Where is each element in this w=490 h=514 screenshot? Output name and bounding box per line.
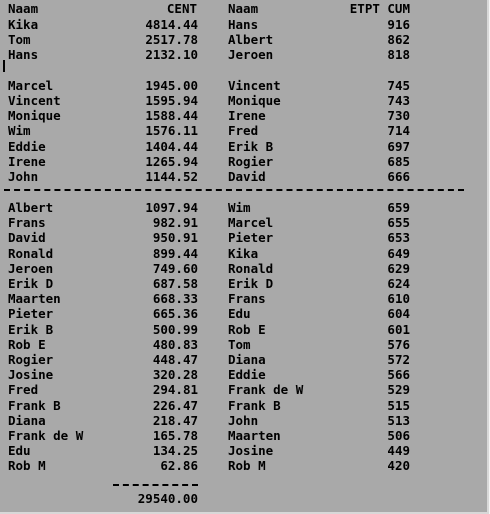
right-row-value: 515 (387, 397, 410, 413)
left-row-value (108, 63, 198, 78)
right-row-name: John (228, 412, 259, 428)
left-row-value: 500.99 (152, 321, 198, 337)
right-row-value: 655 (387, 215, 410, 231)
left-row-name: Tom (8, 32, 31, 48)
right-row-value: 659 (387, 200, 410, 215)
right-row-value: 629 (387, 260, 410, 276)
left-row-value: 687.58 (152, 276, 198, 291)
right-row-name: Edu (228, 306, 251, 322)
right-row-name: Frank B (228, 397, 281, 413)
right-row-name: David (228, 169, 266, 184)
right-row-name: Wim (228, 200, 251, 215)
right-row-value: 610 (387, 291, 410, 307)
left-row-value: 1097.94 (145, 200, 198, 215)
right-row-value: 529 (387, 382, 410, 398)
right-row-value: 697 (387, 138, 410, 154)
left-row-name: Edu (8, 443, 31, 459)
right-row-value: 818 (387, 47, 410, 63)
left-row-value: 320.28 (152, 367, 198, 383)
right-row-value: 714 (387, 123, 410, 139)
left-row-name: Hans (8, 47, 39, 63)
right-row-name: Erik D (228, 276, 274, 291)
left-row-name: Pieter (8, 306, 54, 322)
left-row-value: 2132.10 (145, 47, 198, 63)
left-row-name: Rogier (8, 352, 54, 367)
left-row-name: Vincent (8, 93, 61, 108)
left-row-value: 165.78 (152, 428, 198, 443)
right-row-value: 624 (387, 276, 410, 291)
right-row-value: 730 (387, 108, 410, 124)
right-row-value: 449 (387, 443, 410, 459)
right-value-header: ETPT CUM (349, 1, 410, 16)
right-row-value: 666 (387, 169, 410, 184)
left-row-name: Erik D (8, 276, 54, 291)
left-row-value: 294.81 (152, 382, 198, 398)
left-row-name: Wim (8, 123, 31, 139)
left-row-value: 4814.44 (145, 17, 198, 32)
left-row-value: 1588.44 (145, 108, 198, 124)
right-row-name: Maarten (228, 428, 281, 443)
right-row-name: Frans (228, 291, 266, 307)
total-value: 29540.00 (137, 491, 198, 506)
left-row-name: Frank B (8, 397, 61, 413)
right-row-name: Diana (228, 352, 266, 367)
left-row-value: 982.91 (152, 215, 198, 231)
left-row-value: 218.47 (152, 412, 198, 428)
left-row-value: 668.33 (152, 291, 198, 307)
right-row-name: Eddie (228, 367, 266, 383)
left-row-value: 899.44 (152, 245, 198, 261)
right-row-name: Tom (228, 336, 251, 352)
right-row-name: Vincent (228, 77, 281, 93)
right-row-value: 653 (387, 230, 410, 246)
left-row-value: 2517.78 (145, 32, 198, 48)
right-row-value: 566 (387, 367, 410, 383)
right-row-name: Jeroen (228, 47, 274, 63)
left-value-header: CENT (166, 1, 197, 16)
left-row-name: Erik B (8, 321, 54, 337)
left-row-value: 749.60 (152, 260, 198, 276)
cursor-marker (3, 60, 5, 72)
right-row-value: 743 (387, 93, 410, 108)
left-row-name: Frank de W (8, 428, 84, 443)
left-row-value: 665.36 (152, 306, 198, 322)
left-row-value: 1945.00 (145, 77, 198, 93)
right-row-value: 576 (387, 336, 410, 352)
left-row-name: Jeroen (8, 260, 54, 276)
right-row-name: Albert (228, 32, 274, 48)
left-row-name: Irene (8, 153, 46, 169)
right-row-value: 513 (387, 412, 410, 428)
left-row-name: Fred (8, 382, 39, 398)
right-row-value: 649 (387, 245, 410, 261)
right-row-name: Rogier (228, 153, 274, 169)
total-separator (113, 484, 198, 486)
right-row-value (330, 63, 410, 78)
left-row-name: Eddie (8, 138, 46, 154)
right-row-value: 506 (387, 428, 410, 443)
left-row-name: Kika (8, 17, 39, 32)
left-row-value: 448.47 (152, 352, 198, 367)
left-row-name: Rob M (8, 458, 46, 474)
left-row-value: 1404.44 (145, 138, 198, 154)
left-row-name: Marcel (8, 77, 54, 93)
right-row-name: Hans (228, 17, 259, 32)
left-row-value: 226.47 (152, 397, 198, 413)
left-row-name: Josine (8, 367, 54, 383)
right-row-value: 601 (387, 321, 410, 337)
left-row-name: Ronald (8, 245, 54, 261)
section-divider (4, 189, 464, 191)
left-row-value: 1576.11 (145, 123, 198, 139)
left-row-name: Albert (8, 200, 54, 215)
right-name-header: Naam (228, 1, 259, 16)
left-row-value: 950.91 (152, 230, 198, 246)
right-row-name: Rob E (228, 321, 266, 337)
right-row-name: Irene (228, 108, 266, 124)
right-row-value: 916 (387, 17, 410, 32)
left-row-value: 1595.94 (145, 93, 198, 108)
right-row-name: Rob M (228, 458, 266, 474)
right-row-value: 745 (387, 77, 410, 93)
right-row-name: Erik B (228, 138, 274, 154)
left-row-value: 1144.52 (145, 169, 198, 184)
right-row-name: Ronald (228, 260, 274, 276)
left-row-name: Rob E (8, 336, 46, 352)
right-row-name: Pieter (228, 230, 274, 246)
right-row-name: Kika (228, 245, 259, 261)
left-row-name: David (8, 230, 46, 246)
right-row-value: 420 (387, 458, 410, 474)
left-name-header: Naam (8, 1, 39, 16)
left-row-value: 1265.94 (145, 153, 198, 169)
left-row-value: 480.83 (152, 336, 198, 352)
right-row-name: Josine (228, 443, 274, 459)
left-row-value: 62.86 (160, 458, 198, 474)
left-row-name: Maarten (8, 291, 61, 307)
right-row-name: Frank de W (228, 382, 304, 398)
left-row-name: Frans (8, 215, 46, 231)
right-row-name: Marcel (228, 215, 274, 231)
right-row-name: Monique (228, 93, 281, 108)
left-row-name: Monique (8, 108, 61, 124)
left-row-name: John (8, 169, 39, 184)
left-row-name: Diana (8, 412, 46, 428)
right-row-value: 604 (387, 306, 410, 322)
right-row-value: 572 (387, 352, 410, 367)
right-row-value: 862 (387, 32, 410, 48)
right-row-name: Fred (228, 123, 259, 139)
right-row-value: 685 (387, 153, 410, 169)
left-row-value: 134.25 (152, 443, 198, 459)
